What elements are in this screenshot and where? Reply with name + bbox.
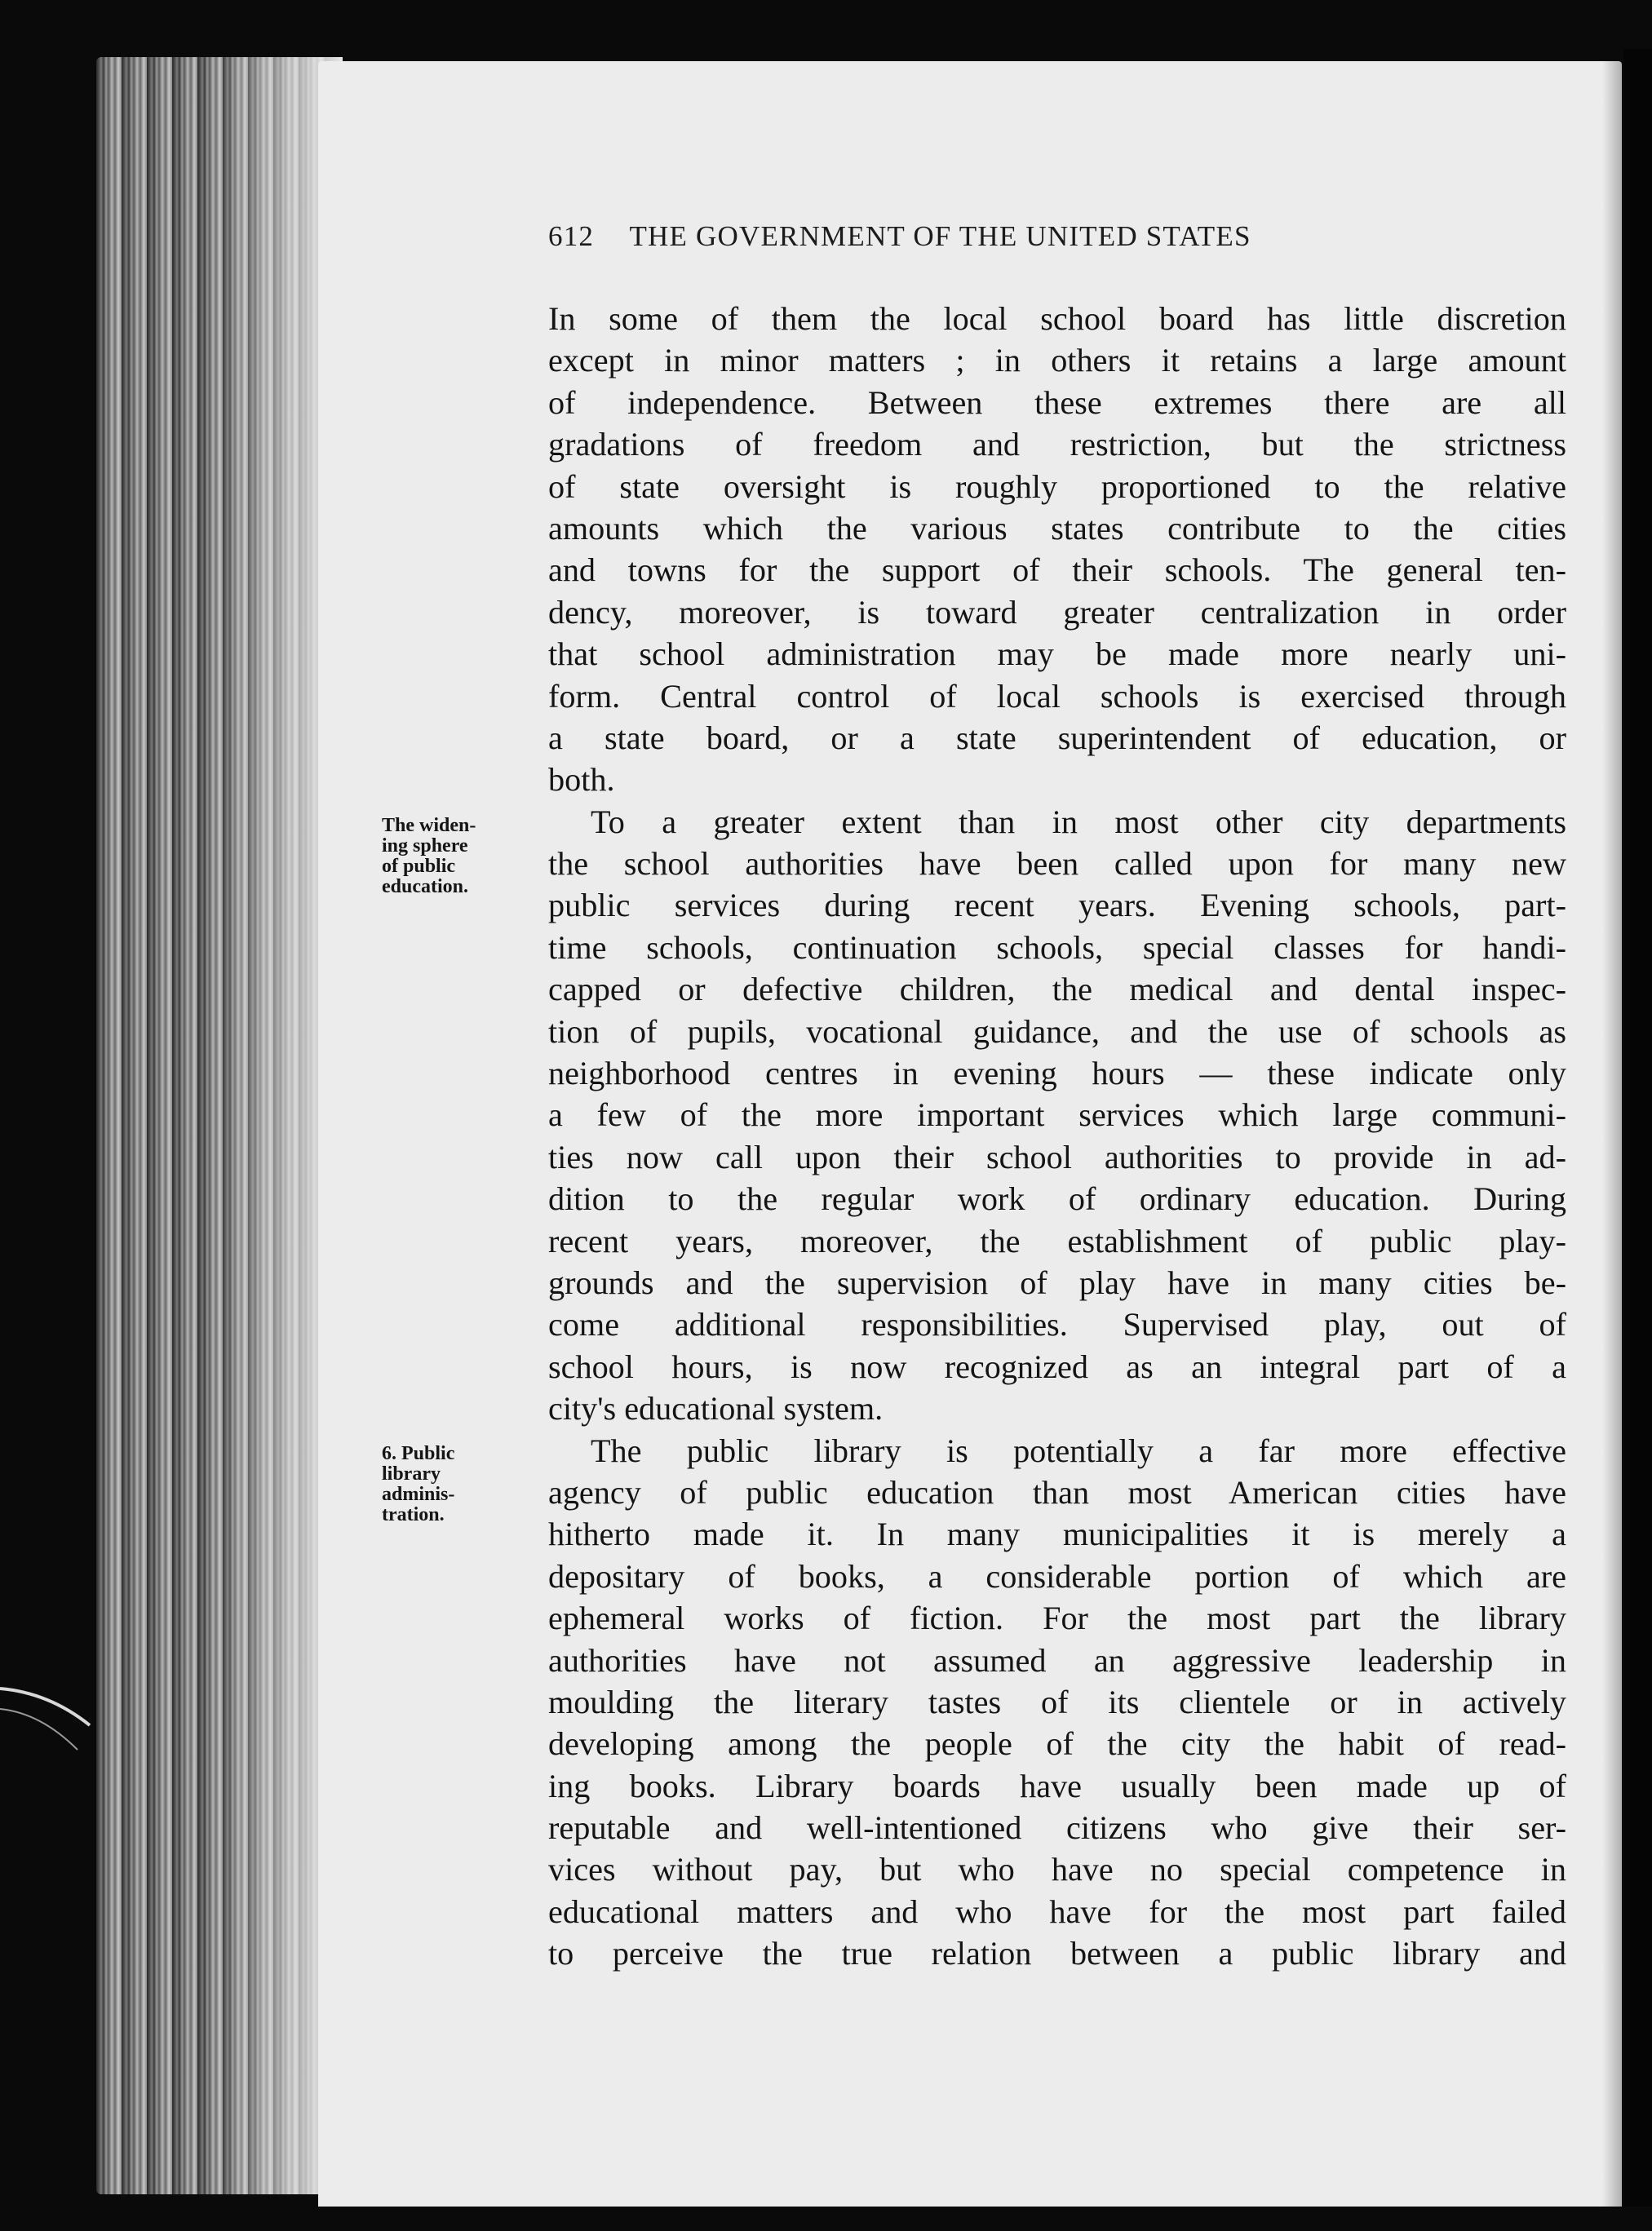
text-line: agency of public education than most American cities have: [548, 1473, 1566, 1511]
text-line: both.: [548, 761, 615, 799]
running-title: THE GOVERNMENT OF THE UNITED STATES: [629, 220, 1251, 252]
text-line: to perceive the true relation between a public library and: [548, 1935, 1566, 1972]
text-line: dency, moreover, is toward greater centralization in order: [548, 593, 1566, 631]
text-line: moulding the literary tastes of its clientele or in actively: [548, 1683, 1566, 1720]
text-line: grounds and the supervision of play have in many cities be-: [548, 1264, 1566, 1301]
text-line: of state oversight is roughly proportioned to the relative: [548, 467, 1566, 505]
sidenote-line: library: [382, 1463, 441, 1485]
text-line: city's educational system.: [548, 1390, 884, 1428]
text-line: authorities have not assumed an aggressive leadership in: [548, 1641, 1566, 1679]
text-line: amounts which the various states contribute to the cities: [548, 509, 1566, 547]
text-line: hitherto made it. In many municipalities it is merely a: [548, 1516, 1566, 1553]
sidenote-line: education.: [382, 876, 469, 897]
scan-artifact-curve: [0, 1672, 98, 1770]
text-line: vices without pay, but who have no special competence in: [548, 1851, 1566, 1888]
scan-border-right: [1623, 49, 1652, 2231]
sidenote-line: of public: [382, 856, 456, 877]
text-line: neighborhood centres in evening hours — these indicate only: [548, 1055, 1566, 1092]
sidenote-widening-sphere: [382, 816, 545, 897]
page-number: 612: [548, 220, 595, 252]
text-line: of independence. Between these extremes there are all: [548, 383, 1566, 421]
running-head: [548, 220, 1462, 269]
text-line: the school authorities have been called upon for many new: [548, 845, 1566, 883]
text-line: developing among the people of the city the habit of read-: [548, 1725, 1566, 1763]
text-line: In some of them the local school board has little discretion: [548, 300, 1566, 337]
text-line: ties now call upon their school authorities to provide in ad-: [548, 1138, 1566, 1175]
sidenote-line: ing sphere: [382, 835, 468, 857]
scan-border-bottom: [0, 2207, 1652, 2231]
sidenote-public-library: [382, 1444, 545, 1525]
text-line: school hours, is now recognized as an integral part of a: [548, 1348, 1566, 1385]
text-line: dition to the regular work of ordinary education. During: [548, 1180, 1566, 1218]
text-line: reputable and well-intentioned citizens who give their ser-: [548, 1809, 1566, 1847]
text-line: recent years, moreover, the establishment of public play-: [548, 1222, 1566, 1259]
text-line: tion of pupils, vocational guidance, and the use of schools as: [548, 1012, 1566, 1050]
text-line: public services during recent years. Evening schools, part-: [548, 887, 1566, 924]
text-line: capped or defective children, the medical and dental inspec-: [548, 971, 1566, 1008]
text-line: time schools, continuation schools, special classes for handi-: [548, 928, 1566, 966]
text-line: ephemeral works of fiction. For the most part the library: [548, 1600, 1566, 1637]
text-line: a state board, or a state superintendent of education, or: [548, 719, 1566, 756]
text-line: form. Central control of local schools is exercised through: [548, 677, 1566, 715]
sidenote-line: adminis-: [382, 1484, 455, 1505]
text-line: The public library is potentially a far more effective: [591, 1432, 1566, 1469]
text-line: ing books. Library boards have usually been made up of: [548, 1767, 1566, 1804]
text-line: gradations of freedom and restriction, but the strictness: [548, 426, 1566, 463]
text-line: educational matters and who have for the most part failed: [548, 1892, 1566, 1930]
text-line: a few of the more important services which large communi-: [548, 1096, 1566, 1134]
sidenote-line: 6. Public: [382, 1443, 455, 1464]
body-text: [548, 298, 1566, 1975]
text-line: and towns for the support of their schools. The general ten-: [548, 551, 1566, 589]
sidenote-line: tration.: [382, 1504, 445, 1525]
text-line: except in minor matters ; in others it retains a large amount: [548, 342, 1566, 379]
text-line: come additional responsibilities. Supervised play, out of: [548, 1306, 1566, 1343]
text-line: that school administration may be made more nearly uni-: [548, 635, 1566, 673]
text-line: To a greater extent than in most other city departments: [591, 803, 1566, 840]
sidenote-line: The widen-: [382, 815, 476, 836]
text-line: depositary of books, a considerable portion of which are: [548, 1557, 1566, 1595]
